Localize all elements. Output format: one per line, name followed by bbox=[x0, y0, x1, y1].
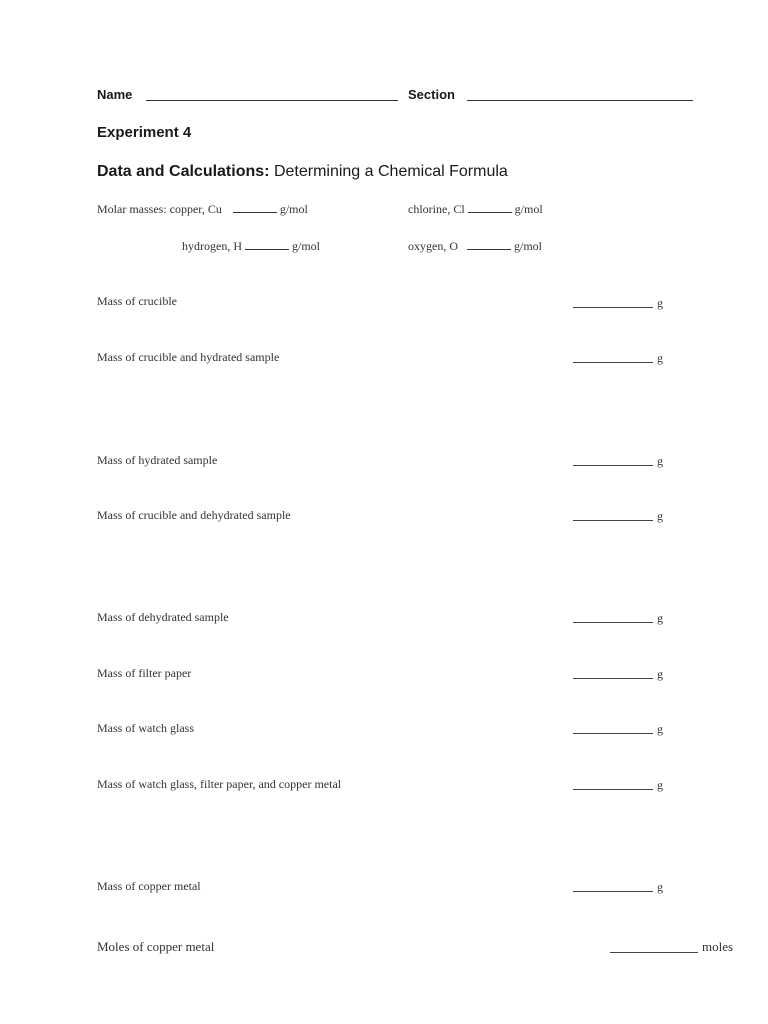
section-label: Section bbox=[408, 87, 455, 102]
unit-mass-watch-glass: g bbox=[657, 722, 663, 736]
molar-masses-lead: Molar masses: bbox=[97, 202, 167, 216]
row-label-mass-crucible-dehydrated: Mass of crucible and dehydrated sample bbox=[97, 508, 291, 522]
answer-field-moles-copper[interactable] bbox=[610, 952, 698, 953]
unit-mass-crucible: g bbox=[657, 296, 663, 310]
molar-masses-row-1 bbox=[97, 202, 308, 217]
row-label-mass-crucible: Mass of crucible bbox=[97, 294, 177, 308]
answer-field-mass-crucible[interactable] bbox=[573, 307, 653, 308]
unit-mass-filter-paper: g bbox=[657, 667, 663, 681]
molar-unit: g/mol bbox=[292, 239, 321, 253]
molar-copper-label: copper, Cu bbox=[169, 202, 222, 216]
copper-molar-mass-field[interactable] bbox=[233, 202, 277, 213]
section-heading-rest: Determining a Chemical Formula bbox=[273, 163, 508, 180]
molar-unit: g/mol bbox=[514, 239, 543, 253]
row-label-mass-filter-paper: Mass of filter paper bbox=[97, 666, 192, 680]
unit-mass-hydrated: g bbox=[657, 454, 663, 468]
row-label-mass-hydrated: Mass of hydrated sample bbox=[97, 453, 218, 467]
name-field[interactable] bbox=[146, 100, 398, 101]
row-label-mass-watch-glass-filter-copper: Mass of watch glass, filter paper, and copper metal bbox=[97, 777, 342, 791]
answer-field-mass-filter-paper[interactable] bbox=[573, 678, 653, 679]
row-label-mass-watch-glass: Mass of watch glass bbox=[97, 721, 194, 735]
unit-mass-watch-glass-filter-copper: g bbox=[657, 778, 663, 792]
experiment-title: Experiment 4 bbox=[97, 124, 192, 141]
molar-masses-row-2-right bbox=[408, 239, 542, 254]
row-label-mass-dehydrated: Mass of dehydrated sample bbox=[97, 610, 229, 624]
row-label-moles-copper: Moles of copper metal bbox=[97, 939, 215, 954]
unit-mass-copper: g bbox=[657, 880, 663, 894]
row-label-mass-copper: Mass of copper metal bbox=[97, 879, 201, 893]
unit-mass-crucible-hydrated: g bbox=[657, 351, 663, 365]
molar-masses-row-2 bbox=[182, 239, 320, 254]
section-heading-bold: Data and Calculations: bbox=[97, 163, 270, 180]
unit-moles-copper: moles bbox=[702, 939, 734, 954]
section-field[interactable] bbox=[467, 100, 693, 101]
answer-field-mass-watch-glass[interactable] bbox=[573, 733, 653, 734]
answer-field-mass-hydrated[interactable] bbox=[573, 465, 653, 466]
name-label: Name bbox=[97, 87, 133, 102]
answer-field-mass-copper[interactable] bbox=[573, 891, 653, 892]
molar-oxygen-label: oxygen, O bbox=[408, 239, 458, 253]
molar-hydrogen-label: hydrogen, H bbox=[182, 239, 242, 253]
molar-unit: g/mol bbox=[514, 202, 543, 216]
answer-field-mass-watch-glass-filter-copper[interactable] bbox=[573, 789, 653, 790]
unit-mass-dehydrated: g bbox=[657, 611, 663, 625]
answer-field-mass-crucible-hydrated[interactable] bbox=[573, 362, 653, 363]
unit-mass-crucible-dehydrated: g bbox=[657, 509, 663, 523]
answer-field-mass-crucible-dehydrated[interactable] bbox=[573, 520, 653, 521]
chlorine-molar-mass-field[interactable] bbox=[468, 202, 512, 213]
molar-chlorine-label: chlorine, Cl bbox=[408, 202, 465, 216]
row-label-mass-crucible-hydrated: Mass of crucible and hydrated sample bbox=[97, 350, 280, 364]
section-heading bbox=[97, 163, 508, 181]
molar-unit: g/mol bbox=[279, 202, 308, 216]
hydrogen-molar-mass-field[interactable] bbox=[245, 239, 289, 250]
molar-masses-row-1-right bbox=[408, 202, 543, 217]
oxygen-molar-mass-field[interactable] bbox=[467, 239, 511, 250]
answer-field-mass-dehydrated[interactable] bbox=[573, 622, 653, 623]
